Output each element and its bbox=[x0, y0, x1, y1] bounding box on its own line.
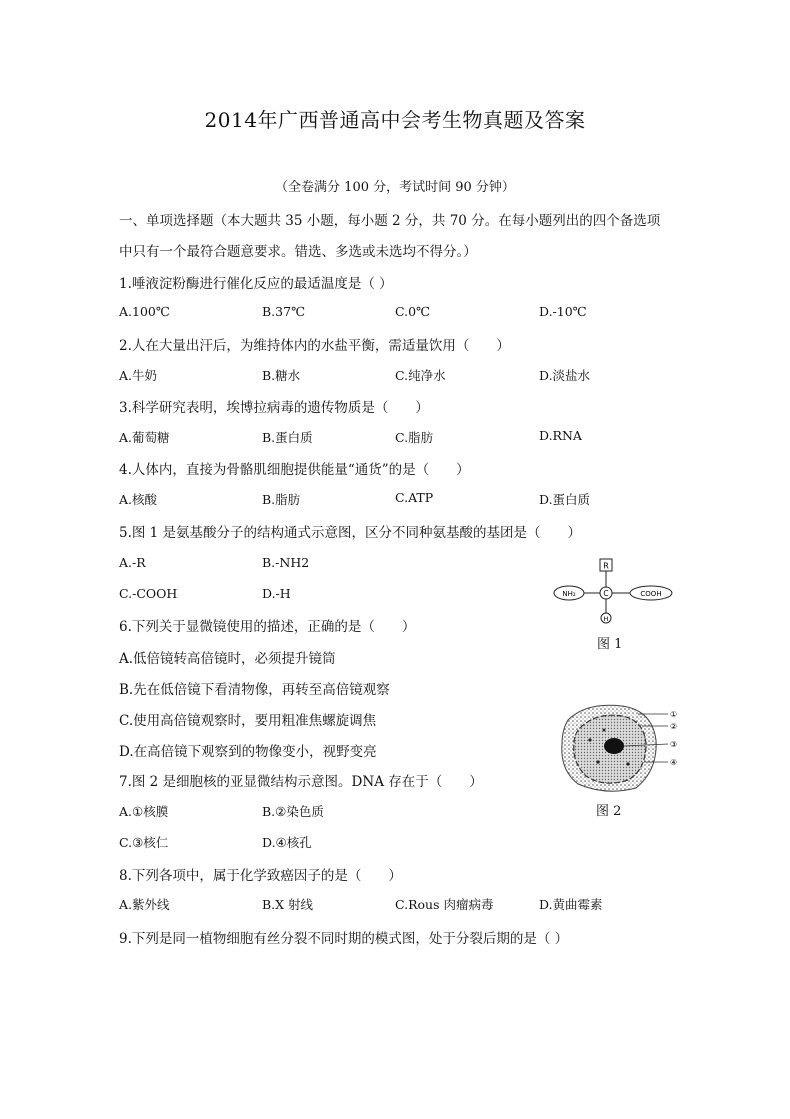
section-heading-line-1: 一、单项选择题（本大题共 35 小题，每小题 2 分，共 70 分。在每小题列出的四个备选项 bbox=[119, 213, 661, 229]
section-heading-line-2: 中只有一个最符合题意要求。错选、多选或未选均不得分。） bbox=[119, 244, 477, 260]
question-2-option-a: A.牛奶 bbox=[119, 368, 158, 383]
figure-1-label-nh2: NH₂ bbox=[562, 590, 576, 598]
figure-2-caption: 图 2 bbox=[596, 804, 622, 819]
question-3-option-c: C.脂肪 bbox=[395, 430, 434, 445]
question-3-option-b: B.蛋白质 bbox=[262, 430, 313, 445]
figure-1-caption: 图 1 bbox=[597, 637, 623, 652]
question-4-option-a: A.核酸 bbox=[119, 492, 158, 507]
question-2-option-d: D.淡盐水 bbox=[539, 368, 591, 383]
figure-2-label-3: ③ bbox=[670, 740, 678, 749]
question-6-option-a: A.低倍镜转高倍镜时，必须提升镜筒 bbox=[119, 651, 336, 667]
question-8-option-d: D.黄曲霉素 bbox=[539, 897, 603, 912]
figure-1-label-cooh: COOH bbox=[640, 590, 662, 598]
figure-1-label-h: H bbox=[603, 615, 609, 623]
question-5-option-d: D.-H bbox=[262, 586, 291, 601]
question-7-option-d: D.④核孔 bbox=[262, 835, 312, 850]
question-6-stem: 6.下列关于显微镜使用的描述，正确的是（ ） bbox=[119, 619, 416, 635]
figure-1-label-r: R bbox=[603, 561, 609, 571]
question-6-option-b: B.先在低倍镜下看清物像，再转至高倍镜观察 bbox=[119, 682, 390, 698]
question-5-option-c: C.-COOH bbox=[119, 586, 178, 601]
question-3-stem: 3.科学研究表明，埃博拉病毒的遗传物质是（ ） bbox=[119, 400, 429, 416]
question-6-option-d: D.在高倍镜下观察到的物像变小，视野变亮 bbox=[119, 744, 377, 760]
figure-2-label-1: ① bbox=[670, 710, 678, 719]
question-5-option-b: B.-NH2 bbox=[262, 555, 310, 570]
question-7-option-c: C.③核仁 bbox=[119, 835, 169, 850]
question-7-option-b: B.②染色质 bbox=[262, 804, 324, 819]
figure-2-label-2: ② bbox=[670, 722, 678, 731]
question-6-option-c: C.使用高倍镜观察时，要用粗准焦螺旋调焦 bbox=[119, 713, 377, 729]
question-5-stem: 5.图 1 是氨基酸分子的结构通式示意图，区分不同种氨基酸的基团是（ ） bbox=[119, 525, 582, 541]
question-1-option-c: C.0℃ bbox=[395, 304, 431, 319]
question-4-option-c: C.ATP bbox=[395, 490, 434, 505]
question-4-option-d: D.蛋白质 bbox=[539, 492, 591, 507]
question-8-option-a: A.紫外线 bbox=[119, 897, 170, 912]
question-2-stem: 2.人在大量出汗后，为维持体内的水盐平衡，需适量饮用（ ） bbox=[119, 338, 510, 354]
question-8-stem: 8.下列各项中，属于化学致癌因子的是（ ） bbox=[119, 868, 402, 884]
question-8-option-c: C.Rous 肉瘤病毒 bbox=[395, 897, 494, 912]
document-title: 2014年广西普通高中会考生物真题及答案 bbox=[204, 108, 586, 132]
question-7-option-a: A.①核膜 bbox=[119, 804, 169, 819]
question-8-option-b: B.X 射线 bbox=[262, 897, 314, 912]
question-9-stem: 9.下列是同一植物细胞有丝分裂不同时期的模式图，处于分裂后期的是（ ） bbox=[119, 931, 569, 947]
figure-2-nucleus-diagram bbox=[556, 700, 686, 796]
question-1-option-a: A.100℃ bbox=[119, 304, 170, 319]
question-2-option-c: C.纯净水 bbox=[395, 368, 446, 383]
question-1-option-d: D.-10℃ bbox=[539, 304, 587, 319]
question-7-stem: 7.图 2 是细胞核的亚显微结构示意图。DNA 存在于（ ） bbox=[119, 774, 483, 790]
question-2-option-b: B.糖水 bbox=[262, 368, 301, 383]
question-1-stem: 1.唾液淀粉酶进行催化反应的最适温度是（ ） bbox=[119, 276, 393, 292]
question-4-option-b: B.脂肪 bbox=[262, 492, 301, 507]
figure-1-amino-acid-diagram bbox=[550, 556, 680, 626]
question-3-option-a: A.葡萄糖 bbox=[119, 430, 170, 445]
question-5-option-a: A.-R bbox=[119, 555, 146, 570]
figure-2-label-4: ④ bbox=[670, 758, 678, 767]
question-3-option-d: D.RNA bbox=[539, 428, 582, 443]
question-4-stem: 4.人体内，直接为骨骼肌细胞提供能量“通货”的是（ ） bbox=[119, 462, 470, 478]
figure-1-label-c: C bbox=[603, 589, 609, 598]
exam-info: （全卷满分 100 分，考试时间 90 分钟） bbox=[275, 180, 515, 195]
question-1-option-b: B.37℃ bbox=[262, 304, 306, 319]
